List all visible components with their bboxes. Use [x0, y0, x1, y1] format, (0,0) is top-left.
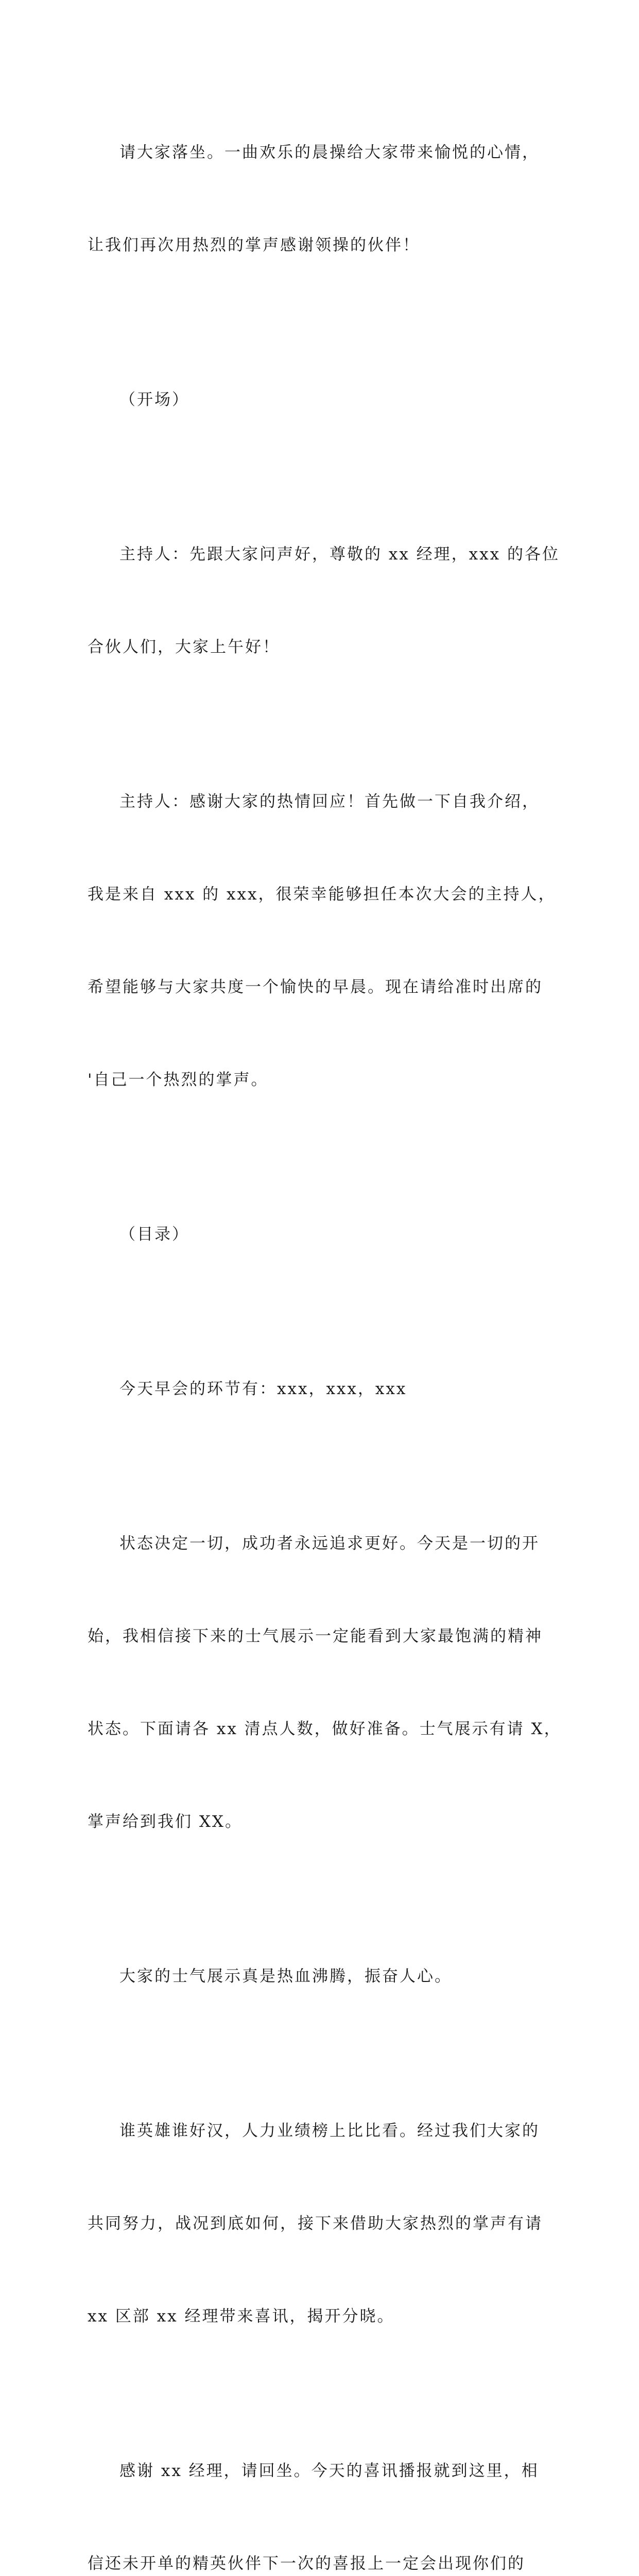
text-line: 谁英雄谁好汉，人力业绩榜上比比看。经过我们大家的	[119, 2122, 540, 2140]
paragraph	[88, 1466, 562, 1899]
text-line: 合伙人们，大家上午好！	[88, 638, 280, 656]
paragraph	[88, 2394, 541, 2576]
text-line: 始，我相信接下来的士气展示一定能看到大家最饱满的精神	[88, 1627, 543, 1646]
text-line: 状态。下面请各 xx 清点人数，做好准备。士气展示有请 X，	[88, 1720, 562, 1738]
text-line: 信还未开单的精英伙伴下一次的喜报上一定会出现你们的	[88, 2554, 525, 2573]
paragraph	[88, 724, 556, 1157]
text-line: 主持人：感谢大家的热情回应！首先做一下自我介绍，	[119, 792, 540, 811]
text-line: 感谢 xx 经理，请回坐。今天的喜讯播报就到这里，相	[119, 2462, 539, 2480]
text-line: 让我们再次用热烈的掌声感谢领操的伙伴！	[88, 236, 420, 255]
text-line: 我是来自 xxx 的 xxx，很荣幸能够担任本次大会的主持人，	[88, 885, 556, 904]
text-line: 大家的士气展示真是热血沸腾，振奋人心。	[119, 1967, 452, 1986]
text-line: 请大家落坐。一曲欢乐的晨操给大家带来愉悦的心情，	[119, 143, 540, 162]
text-line: 状态决定一切，成功者永远追求更好。今天是一切的开	[119, 1534, 540, 1553]
paragraph	[88, 75, 541, 323]
section-heading	[88, 323, 541, 477]
document-body	[88, 75, 562, 2576]
text-line: '自己一个热烈的掌声。	[88, 1071, 269, 1089]
text-line: xx 区部 xx 经理带来喜讯，揭开分晓。	[88, 2307, 395, 2326]
paragraph	[88, 477, 560, 724]
text-line: 共同努力，战况到底如何，接下来借助大家热烈的掌声有请	[88, 2214, 543, 2233]
text-line: （目录）	[119, 1225, 189, 1244]
paragraph	[88, 2054, 541, 2394]
text-line: 今天早会的环节有：xxx，xxx，xxx	[119, 1380, 407, 1398]
text-line: 掌声给到我们 XX。	[88, 1812, 243, 1831]
paragraph	[88, 1899, 541, 2054]
text-line: 希望能够与大家共度一个愉快的早晨。现在请给准时出席的	[88, 978, 543, 996]
text-line: （开场）	[119, 391, 189, 409]
text-line: 主持人：先跟大家问声好，尊敬的 xx 经理，xxx 的各位	[119, 545, 560, 564]
section-heading	[88, 1157, 541, 1312]
paragraph	[88, 1312, 541, 1466]
